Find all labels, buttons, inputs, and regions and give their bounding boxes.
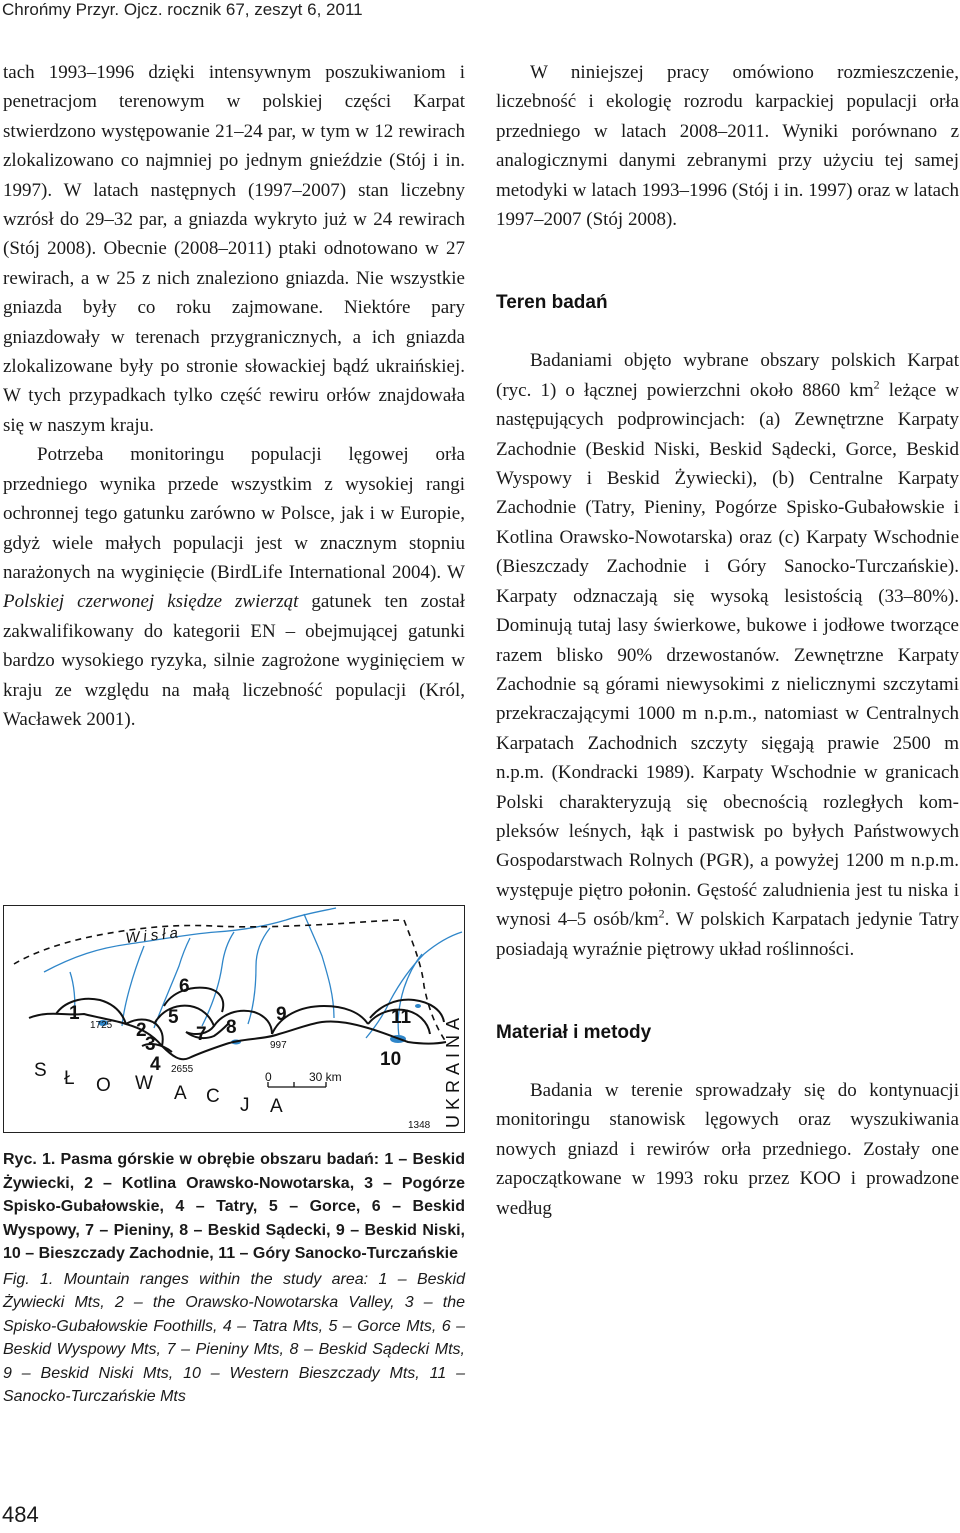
river-vistula [44, 908, 336, 972]
scale-start: 0 [265, 1070, 272, 1084]
region-number-4: 4 [150, 1054, 161, 1075]
river-tributary-2 [122, 946, 144, 1026]
caption-english: Fig. 1. Mountain ranges within the study area: 1 – Beskid Żywiecki Mts, 2 – the Orawsko-Nowotarska Valley, 3 – the Spisko-Gubałowskie Foothills, 4 – Tatra Mts, 5 – Gorce Mts, 6 – Beskid Wyspowy Mts, 7 – Pieniny Mts, 8 – Beskid Sądecki Mts, 9 – Beskid Niski Mts, 10 – Western Bieszczady Mts, 11 – Sanocko-Turczańskie Mts [3, 1270, 465, 1405]
slovakia-letter-8: A [270, 1096, 283, 1117]
paragraph-monitoring-need [3, 440, 465, 734]
elevation-1348: 1348 [408, 1120, 431, 1131]
slovakia-letter-6: C [206, 1086, 220, 1107]
lake-4 [415, 1004, 421, 1008]
region-number-7: 7 [196, 1024, 207, 1045]
paragraph-study-area [496, 346, 959, 964]
region-number-6: 6 [179, 976, 190, 997]
superscript: 2 [873, 377, 880, 392]
slovakia-letter-3: O [96, 1075, 111, 1096]
running-head: Chrońmy Przyr. Ojcz. rocznik 67, zeszyt 6, 2011 [2, 0, 363, 19]
paragraph-population-history: tach 1993–1996 dzięki intensywnym poszukiwaniom i penetracjom terenowym w polskiej części Karpat stwierdzono występowanie 21–24 par, w tym w 12 rewirach zlokalizowano co najmniej po jednym gnieździe (Stój i in. 1997). W latach następnych (1997–2007) stan liczebny wzrósł do 29–32 par, a gniazda wykryto już w 24 rewirach (Stój 2008). Obecnie (2008–2011) ptaki odnotowano w 27 rewirach, a w 25 z nich znaleziono gniazda. Nie wszystkie gniazda były co roku zajmowane. Niektóre pary gniazdowały w terenach przygranicznych, a ich gniazda zlokalizowane były po stronie słowackiej bądź ukraińskiej. W tych przypadkach tylko część rewiru orłów znajdowała się w naszym kraju. [3, 62, 465, 436]
slovakia-letter-1: S [34, 1060, 47, 1081]
region-number-3: 3 [145, 1034, 156, 1055]
scale-end: 30 km [309, 1070, 342, 1084]
river-tributary-5 [248, 928, 270, 1024]
slovakia-letter-2: Ł [64, 1068, 75, 1089]
scale-bar [265, 1070, 342, 1087]
heading-methods: Materiał i metody [496, 1021, 652, 1043]
slovakia-letter-5: A [174, 1083, 187, 1104]
elevation-1725: 1725 [90, 1020, 113, 1031]
text-run: Badaniami objęto wybrane obszary polskich Karpat (ryc. 1) o łącznej powierzchni około 8860 km [496, 350, 959, 401]
study-area-map [3, 905, 465, 1133]
region-number-9: 9 [276, 1004, 287, 1025]
slovakia-letter-7: J [240, 1095, 250, 1116]
paragraph-intro: W niniejszej pracy omówiono rozmieszczenie, liczebność i ekologię rozrodu karpackiej populacji orła przedniego w latach 2008–2011. Wyniki porównano z analogicznymi danymi zebranymi przy użyciu tej samej metodyki w latach 1993–1996 (Stój i in. 1997) oraz w latach 1997–2007 (Stój 2008). [496, 62, 959, 231]
river-label: Wisła [124, 924, 183, 947]
river-tributary-6 [304, 914, 334, 1018]
region-number-2: 2 [136, 1020, 147, 1041]
text-run: leżące w następujących podprowincjach: (a) Zewnętrzne Karpaty Zachodnie (Beskid Niski, Beskid Sądecki, Gorce, Beskid Wyspowy i Beskid Żywiecki), (b) Centralne Karpaty Zachodnie (Tatry, Pieniny, Pogórze Spisko-Gubałowskie i Kotlina Orawsko-Nowotarska) oraz (c) Karpaty Wschodnie (Bieszczady Zachodnie i Góry Sanocko-Turczańskie). Karpaty odznaczają się wysoką lesistością (33–80%). Dominują tutaj lasy świerkowe, bukowe i jodłowe tworzące razem blisko 90% drzewostanów. Zewnętrzne Karpaty Zachodnie są górami niewysokimi z nielicznymi szczytami przekraczającymi 1000 m n.p.m., natomiast w Centralnych Karpatach Zachodnich szczyty sięgają prawie 2500 m n.p.m. (Kondracki 1989). Karpaty Wschodnie w granicach Polski charakteryzują się obecnością rozległych kompleksów leśnych, łąk i pastwisk po byłych Państwowych Gospodarstwach Rolnych (PGR), a powyżej 1200 m n.p.m. występuje piętro połonin. Gęstość zaludnienia jest tu niska i wynosi 4–5 osób/km [496, 379, 959, 931]
region-number-1: 1 [69, 1003, 80, 1024]
paragraph-methods: Badania w terenie sprowadzały się do kontynuacji monitoringu stanowisk lęgowych oraz wyszukiwania nowych gniazd i rewirów orła przedniego. Zostały one zapoczątkowane w 1993 roku przez KOO i prowadzone według [496, 1079, 959, 1219]
text-run: gatunek ten został zakwalifikowany do kategorii EN – obejmującej gatunki bardzo wysokiego ryzyka, silnie zagrożone wyginięciem w kraju ze względu na małą liczebność populacji (Król, Wacławek 2001). [3, 591, 465, 730]
elevation-2655: 2655 [171, 1064, 194, 1075]
elevation-997: 997 [270, 1040, 287, 1051]
heading-study-area: Teren badań [496, 292, 608, 314]
map-labels [34, 924, 463, 1131]
region-number-5: 5 [168, 1007, 179, 1028]
ukraine-label: UKRAINA [443, 1012, 463, 1128]
caption-polish: Ryc. 1. Pasma górskie w obrębie obszaru badań: 1 – Beskid Żywiecki, 2 – Kotlina Orawsko-Nowotarska, 3 – Pogórze Spisko-Gubałowskie, 4 – Tatry, 5 – Gorce, 6 – Beskid Wyspowy, 7 – Pieniny, 8 – Beskid Sądecki, 9 – Beskid Niski, 10 – Bieszczady Zachodnie, 11 – Góry Sanocko-Turczańskie [3, 1151, 465, 1262]
italic-book-title: Polskiej czerwonej księdze zwierząt [3, 591, 299, 613]
superscript: 2 [658, 906, 665, 921]
figure-caption [3, 1148, 465, 1409]
region-number-11: 11 [391, 1007, 412, 1028]
region-number-8: 8 [226, 1017, 237, 1038]
text-run: . W polskich Karpatach jedynie Tatry posiadają wyraźnie piętrowy układ roślinności. [496, 909, 959, 960]
page-number: 484 [2, 1502, 39, 1527]
text-run: Potrzeba monitoringu populacji lęgowej orła przedniego wynika przede wszystkim z wysokiej rangi ochronnej tego gatunku zarówno w Polsce, jak i w Europie, gdyż wiele małych populacji jest w znacznym stopniu narażonych na wyginięcie (BirdLife International 2004). W [3, 444, 465, 583]
right-column [496, 58, 959, 1223]
slovakia-letter-4: W [135, 1073, 153, 1094]
river-tributary-4 [202, 932, 234, 1026]
outline-beskid-sadecki [214, 1011, 272, 1034]
region-number-10: 10 [380, 1049, 402, 1070]
map-svg [4, 906, 465, 1133]
left-column [3, 58, 465, 734]
